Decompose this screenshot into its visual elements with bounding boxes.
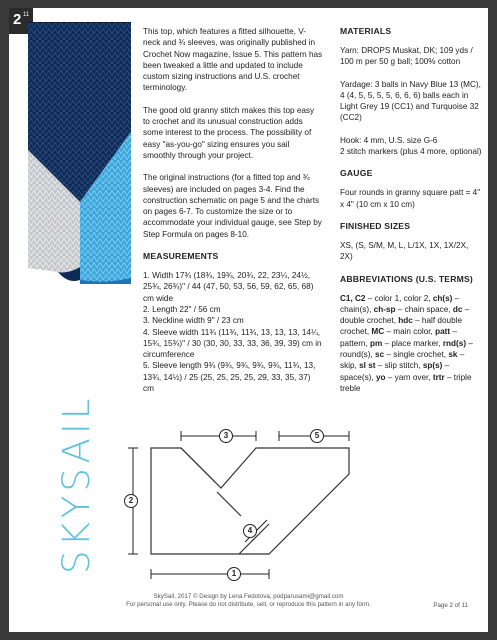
materials-item: Yardage: 3 balls in Navy Blue 13 (MC), 4 (4, 5, 5, 5, 5, 6, 6, 6) balls each in Light Grey 19 (CC1) and Turquoise 32 (CC2) <box>340 79 481 123</box>
abbreviation-definition: – single crochet, <box>384 350 449 360</box>
dimension-label-2: 2 <box>124 494 138 508</box>
abbreviation-definition: – slip stitch, <box>375 361 423 371</box>
finished-sizes-heading: FINISHED SIZES <box>340 220 411 231</box>
abbreviation-definition: – main color, <box>384 327 436 337</box>
dimension-label-3: 3 <box>219 429 233 443</box>
dimension-label-4: 4 <box>243 524 257 538</box>
measurement-item: 4. Sleeve width 11¾ (11¾, 11¾, 13, 13, 13, 14¼, 15¾, 15¾)" / 30 (30, 30, 33, 33, 36, 39, 39) cm in circumference <box>143 327 322 360</box>
abbreviation-term: rnd(s) <box>442 338 467 348</box>
page-number: 2 <box>13 11 22 28</box>
abbreviation-term: hdc <box>398 316 413 326</box>
measurements-list <box>143 270 323 394</box>
abbreviation-term: trtr <box>432 372 445 382</box>
abbreviation-definition: – space(s), <box>340 361 450 382</box>
abbreviation-definition: – yarn over, <box>385 372 433 382</box>
materials-item: Yarn: DROPS Muskat, DK; 109 yds / 100 m per 50 g ball; 100% cotton <box>340 46 473 67</box>
abbreviation-term: yo <box>375 372 386 382</box>
abbreviation-definition: – skip, <box>340 350 465 371</box>
page-footer <box>9 593 488 609</box>
abbreviation-term: sl st <box>359 361 376 371</box>
abbreviations-list <box>340 293 482 395</box>
crochet-swatch-image <box>28 22 131 284</box>
materials-item: Hook: 4 mm, U.S. size G-6 <box>340 135 438 145</box>
abbreviation-definition: – chain(s), <box>340 293 460 314</box>
materials-column <box>340 26 482 405</box>
abbreviation-term: MC <box>371 327 385 337</box>
materials-item: 2 stitch markers (plus 4 more, optional) <box>340 147 482 157</box>
intro-paragraph: This top, which features a fitted silhouette, V-neck and ¾ sleeves, was originally published in Crochet Now magazine, Issue 5. This pattern has been tweaked a little and updated to include custom sizing instructions and U.S. crochet terminology. <box>143 27 323 93</box>
measurement-item: 3. Neckline width 9" / 23 cm <box>143 316 244 326</box>
measurement-item: 5. Sleeve length 9¾ (9¾, 9¾, 9¾, 9¾, 11¾, 13, 13¾, 14½) / 25 (25, 25, 25, 25, 29, 33, 35, 37) cm <box>143 361 316 394</box>
dimension-label-5: 5 <box>310 429 324 443</box>
abbreviation-term: patt <box>435 327 451 337</box>
gauge-text: Four rounds in granny square patt = 4" x 4" (10 cm x 10 cm) <box>340 188 481 209</box>
abbreviation-definition: – round(s), <box>340 338 473 360</box>
pattern-page <box>9 8 488 632</box>
abbreviation-definition: – chain space, <box>395 304 453 314</box>
abbreviation-definition: – pattern, <box>340 327 457 348</box>
measurement-item: 2. Length 22" / 56 cm <box>143 304 221 314</box>
usage-notice: For personal use only. Please do not distribute, sell, or reproduce this pattern in any form. <box>126 601 371 608</box>
measurements-heading: MEASUREMENTS <box>143 251 219 262</box>
abbreviation-term: ch-sp <box>373 304 396 314</box>
pattern-title-vertical: SKYSAIL <box>55 394 98 574</box>
abbreviation-definition: – double crochet, <box>340 304 470 326</box>
page-label: Page 2 of 11 <box>433 602 468 609</box>
intro-paragraph: The original instructions (for a fitted top and ¾ sleeves) are included on pages 3-4. Find the construction schematic on page 5 and the charts on pages 6-7. To customize the size or to accommodate your individual gauge, see Step by Step Formula on pages 8-10. <box>143 173 322 239</box>
abbreviation-term: sp(s) <box>422 361 443 371</box>
finished-sizes-text: XS, (S, S/M, M, L, L/1X, 1X, 1X/2X, 2X) <box>340 240 469 262</box>
measurement-item: 1. Width 17¾ (18¾, 19¾, 20¾, 22, 23¼, 24½, 25¾, 26¾)" / 44 (47, 50, 53, 56, 59, 62, 65, 68) cm wide <box>143 271 314 303</box>
dimension-label-1: 1 <box>227 567 241 581</box>
gauge-heading: GAUGE <box>340 168 373 179</box>
abbreviation-term: C1, C2 <box>340 293 366 303</box>
abbreviation-term: pm <box>370 338 383 348</box>
page-total: 11 <box>23 12 30 18</box>
abbreviation-definition: – color 1, color 2, <box>365 293 433 303</box>
abbreviation-term: dc <box>452 304 463 314</box>
intro-paragraph: The good old granny stitch makes this top easy to crochet and its unusual construction adds some interest to the process. The possibility of easy "as-you-go" sizing ensures you sail smoothly through your project. <box>143 105 315 160</box>
intro-column <box>143 26 323 394</box>
abbreviation-definition: – place marker, <box>382 338 443 348</box>
abbreviation-definition: – triple treble <box>340 372 472 393</box>
copyright-line: SkySail, 2017 © Design by Lena Fedotova, podparusami@gmail.com <box>153 593 344 600</box>
abbreviation-term: ch(s) <box>432 293 453 303</box>
abbreviations-heading: ABBREVIATIONS (U.S. TERMS) <box>340 273 473 284</box>
materials-heading: MATERIALS <box>340 26 392 36</box>
abbreviation-term: sk <box>448 350 458 360</box>
abbreviation-definition: – half double crochet, <box>340 316 462 337</box>
abbreviation-term: sc <box>375 350 385 360</box>
